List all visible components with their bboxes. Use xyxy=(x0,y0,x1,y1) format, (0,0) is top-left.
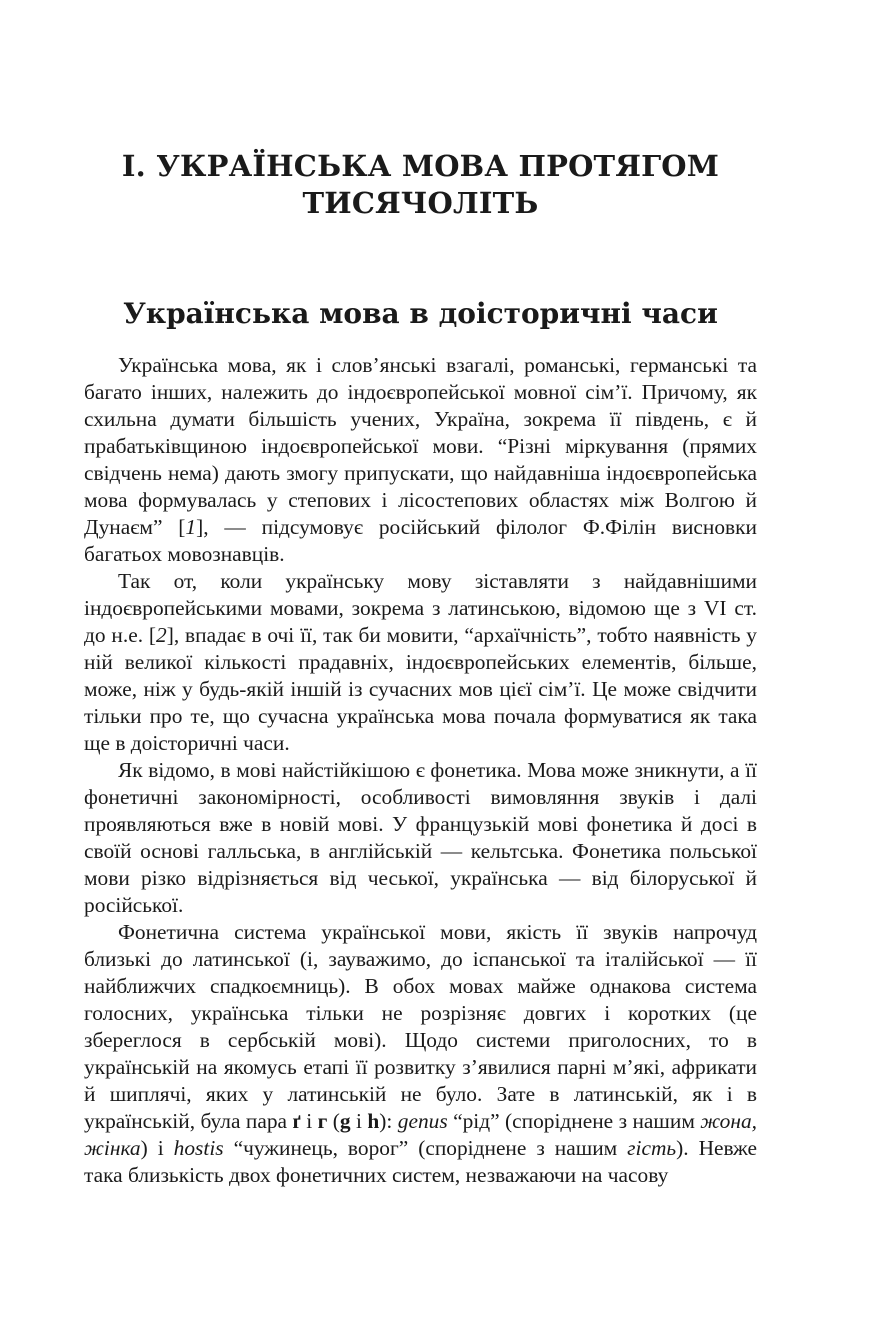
chapter-title-line-2: ТИСЯЧОЛІТЬ xyxy=(302,186,539,220)
paragraph-3: Як відомо, в мові найстійкішою є фонетика. Мова може зникнути, а її фонетичні закономірності, особливості вимовляння звуків і далі проявляються вже в новій мові. У французькій мові фонетика й досі в своїй основі галльська, в англійській — кельтська. Фонетика польської мови різко відрізняється від чеської, українська — від білоруської й російської. xyxy=(84,758,757,917)
paragraph-4-text-d: ) і xyxy=(140,1136,174,1160)
paragraph-4-text-e: “чужинець, ворог” (споріднене з нашим xyxy=(223,1136,628,1160)
ukrainian-word-gist: гість xyxy=(627,1136,677,1160)
reference-number: 1 xyxy=(185,515,197,539)
reference-number: 2 xyxy=(156,623,167,647)
separator: і xyxy=(300,1109,318,1133)
letter-ghe: г xyxy=(317,1109,328,1133)
paren-open: ( xyxy=(327,1109,340,1133)
paragraph-2-text-a: Так от, коли українську мову зіставляти з найдавнішими індоєвропейськими мовами, зокрема з латинською, відомою ще з VI ст. до н.е. [ xyxy=(84,569,757,647)
latin-word-genus: genus xyxy=(397,1109,448,1133)
paragraph-2-text-b: ], впадає в очі її, так би мовити, “архаїчність”, тобто наявність у ній великої кількості прадавніх, індоєвропейських елементів, більше, може, ніж у будь-якій іншій із сучасних мов цієї сім’ї. Це може свідчити тільки про те, що сучасна українська мова почала формуватися як така ще в доісторичні часи. xyxy=(84,623,757,755)
section-title: Українська мова в доісторичні часи xyxy=(123,297,718,330)
body-text xyxy=(84,352,757,1189)
paragraph-4-text-c: “рід” (споріднене з нашим xyxy=(447,1109,701,1133)
chapter-title-line-1: І. УКРАЇНСЬКА МОВА ПРОТЯГОМ xyxy=(121,149,720,183)
latin-word-hostis: hostis xyxy=(173,1136,224,1160)
letter-g: g xyxy=(339,1109,351,1133)
paragraph-4 xyxy=(84,919,757,1189)
paragraph-1-text-b: ], — підсумовує російський філолог Ф.Філін висновки багатьох мовознавців. xyxy=(84,515,757,566)
chapter-title xyxy=(84,148,757,222)
separator: і xyxy=(350,1109,368,1133)
paragraph-4-text-a: Фонетична система української мови, якість її звуків напрочуд близькі до латинської (і, зауважимо, до іспанської та італійської — її найближчих спадкоємниць). В обох мовах майже однакова система голосних, українська тільки не розрізняє довгих і коротких (це збереглося в сербській мові). Щодо системи приголосних, то в українській на якомусь етапі її розвитку з’явилися парні м’які, африкати й шиплячі, яких у латинській не було. Зате в латинській, як і в українській, була пара xyxy=(84,920,757,1133)
paragraph-1-text-a: Українська мова, як і слов’янські взагалі, романські, германські та багато інших, належить до індоєвропейської мовної сім’ї. Причому, як схильна думати більшість учених, Україна, зокрема її південь, є й прабатьківщиною індоєвропейської мови. “Різні міркування (прямих свідчень нема) дають змогу припускати, що найдавніша індоєвропейська мова формувалась у степових і лісостепових областях між Волгою й Дунаєм” [ xyxy=(84,353,757,539)
paragraph-4-text-f: ). Невже така близькість двох фонетичних систем, незважаючи на часову xyxy=(84,1136,757,1187)
letter-h: h xyxy=(367,1109,380,1133)
paragraph-4-text-b: ): xyxy=(379,1109,398,1133)
letter-ghe-upturn: ґ xyxy=(292,1109,301,1133)
paragraph-2 xyxy=(84,568,757,757)
ukrainian-word-zhona: жона, жінка xyxy=(84,1109,758,1160)
paragraph-1 xyxy=(84,352,757,568)
